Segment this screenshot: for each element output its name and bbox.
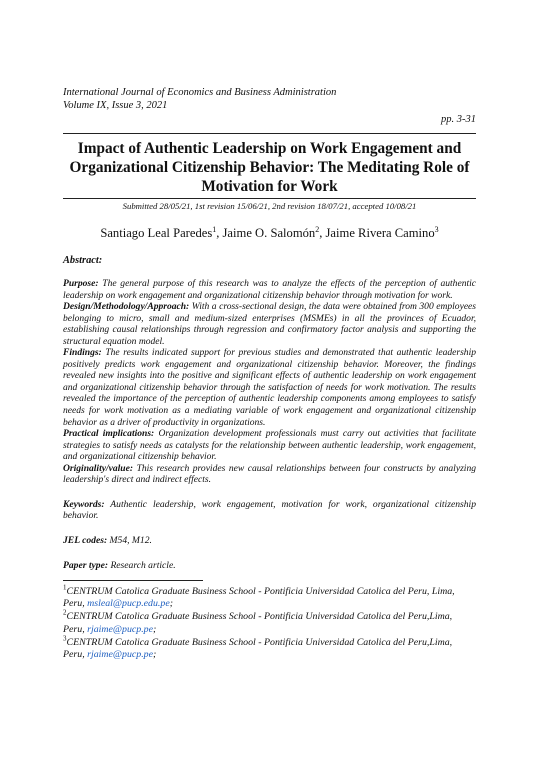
email-link[interactable]: rjaime@pucp.pe xyxy=(87,648,153,660)
footnote-mark: 1 xyxy=(63,583,67,592)
author-name: Santiago Leal Paredes xyxy=(100,226,213,240)
jel-label: JEL codes: xyxy=(63,535,108,547)
keywords xyxy=(63,499,476,522)
footnote-item xyxy=(63,634,476,661)
footnote-text: CENTRUM Catolica Graduate Business School - Pontificia Universidad Catolica del Peru,Lima, Peru, xyxy=(63,636,453,660)
abstract-heading: Abstract: xyxy=(63,255,103,266)
abstract-practical xyxy=(63,428,476,463)
footnote-text: CENTRUM Catolica Graduate Business School - Pontificia Universidad Catolica del Peru, Lima, Peru, xyxy=(63,586,455,610)
abstract-design-text: With a cross-sectional design, the data were obtained from 300 employees belonging to micro, small and medium-sized enterprises (MSMEs) in all the provinces of Ecuador, establishing causal relationships through regression and confirmatory factor analysis and supporting the structural equation model. xyxy=(63,301,477,347)
footnotes xyxy=(63,583,476,661)
submission-dates: Submitted 28/05/21, 1st revision 15/06/21, 2nd revision 18/07/21, accepted 10/08/21 xyxy=(122,201,417,211)
keywords-label: Keywords: xyxy=(63,498,105,510)
abstract-purpose xyxy=(63,278,476,301)
author-affiliation-mark: 1 xyxy=(212,224,217,234)
footnote-mark: 3 xyxy=(63,634,67,643)
title-rule-bottom xyxy=(63,198,476,199)
page-range: pp. 3-31 xyxy=(441,114,476,125)
abstract-design-label: Design/Methodology/Approach: xyxy=(63,301,190,313)
footnote-item xyxy=(63,611,476,635)
email-link[interactable]: rjaime@pucp.pe xyxy=(87,623,153,635)
footnote-mark: 2 xyxy=(63,609,67,618)
title-rule-top xyxy=(63,133,476,134)
footnote-rule xyxy=(63,580,203,581)
keywords-text: Authentic leadership, work engagement, motivation for work, organizational citizenship behavior. xyxy=(63,498,476,522)
abstract-body xyxy=(63,278,476,486)
footnote-text: CENTRUM Catolica Graduate Business School - Pontificia Universidad Catolica del Peru,Lima, Peru, xyxy=(63,611,453,635)
author-affiliation-mark: 3 xyxy=(434,224,439,234)
author-list: Santiago Leal Paredes$^1$, Jaime O. Salomón$^2$, Jaime Rivera Camino$^3$ xyxy=(100,224,439,240)
abstract-purpose-label: Purpose: xyxy=(63,278,99,289)
author-name: Jaime Rivera Camino xyxy=(325,226,435,240)
abstract-practical-text: Organization development professionals must carry out activities that facilitate strategies to satisfy needs as catalysts for the relationship between authentic leadership, work engagement, and organizational citizenship behavior. xyxy=(63,428,476,463)
journal-name: International Journal of Economics and Business Administration xyxy=(63,87,337,98)
abstract-practical-label: Practical implications: xyxy=(63,428,155,440)
journal-volume: Volume IX, Issue 3, 2021 xyxy=(63,100,168,111)
author-affiliation-mark: 2 xyxy=(315,224,320,234)
paper-type-label: Paper type: xyxy=(63,559,109,571)
abstract-findings xyxy=(63,347,476,428)
email-link[interactable]: msleal@pucp.edu.pe xyxy=(87,598,170,610)
abstract-purpose-text: The general purpose of this research was to analyze the effects of the perception of authentic leadership on work engagement and organizational citizenship behavior through motivation for work. xyxy=(63,278,477,301)
jel-codes xyxy=(63,535,476,547)
paper-type xyxy=(63,560,476,572)
footnote-tail: ; xyxy=(169,598,174,610)
abstract-findings-label: Findings: xyxy=(63,347,102,359)
footnote-item xyxy=(63,583,476,610)
footnote-tail: ; xyxy=(153,648,157,660)
author-name: Jaime O. Salomón xyxy=(222,226,316,240)
footnote-tail: ; xyxy=(153,623,157,635)
jel-text: M54, M12. xyxy=(109,535,152,547)
abstract-originality-label: Originality/value: xyxy=(63,462,134,474)
abstract-findings-text: The results indicated support for previous studies and demonstrated that authentic leadership positively predicts work engagement and organizational citizenship behavior. Moreover, the findings revealed new insights into the positive and significant effects of authentic leadership on work engagement and organizational citizenship behavior through the satisfaction of needs for work motivation. The results revealed the importance of the perception of authentic leadership components among employees to satisfy needs for work motivation as a mediating variable of work engagement and organizational citizenship behavior as a driver of productivity in organizations. xyxy=(63,347,477,428)
abstract-originality-text: This research provides new causal relationships between four constructs by analyzing leadership's direct and indirect effects. xyxy=(63,462,476,486)
abstract-originality xyxy=(63,463,476,486)
abstract-design xyxy=(63,301,476,347)
paper-title: Impact of Authentic Leadership on Work Engagement and Organizational Citizenship Behavior: The Meditating Role of Motivation for Work xyxy=(69,140,470,195)
paper-type-text: Research article. xyxy=(110,559,176,571)
